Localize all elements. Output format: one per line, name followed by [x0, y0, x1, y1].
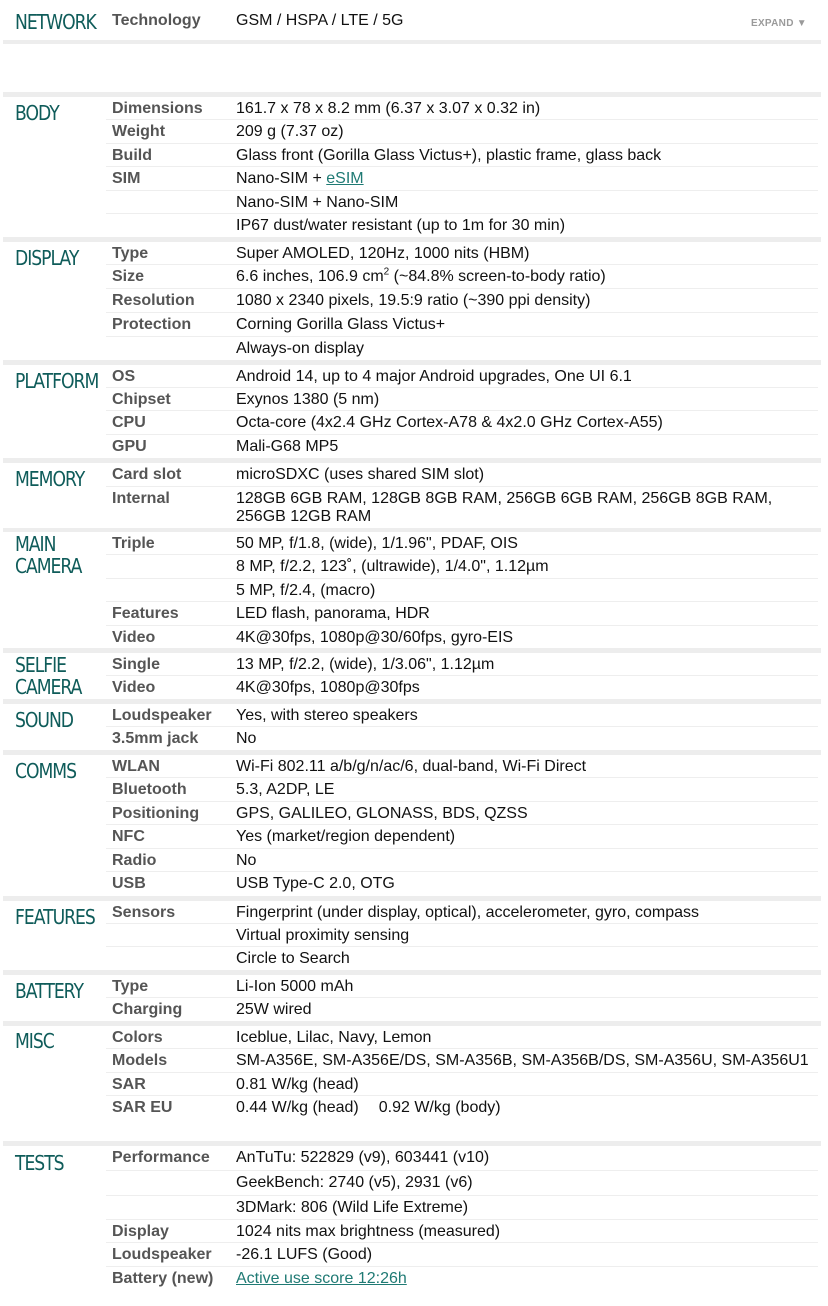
section-title-line2: CAMERA	[15, 554, 82, 578]
spec-label: CPU	[112, 414, 146, 431]
spec-value: Nano-SIM + Nano-SIM	[236, 194, 399, 211]
spec-row	[3, 144, 821, 167]
spec-row	[3, 120, 821, 144]
spec-label: SIM	[112, 170, 141, 187]
spec-row	[3, 802, 821, 825]
spec-row	[3, 388, 821, 411]
spec-value: Virtual proximity sensing	[236, 927, 410, 944]
spec-label: SAR	[112, 1076, 146, 1093]
spec-value	[236, 170, 811, 188]
spec-row	[3, 1220, 821, 1243]
spec-label: Video	[112, 629, 156, 646]
section-title: SOUND	[15, 708, 74, 732]
spec-value: 1024 nits max brightness (measured)	[236, 1223, 501, 1240]
superscript: 2	[383, 266, 390, 278]
spec-row	[3, 463, 821, 487]
spec-value	[236, 1270, 811, 1288]
spec-label: Performance	[112, 1149, 210, 1166]
spec-row	[3, 337, 821, 360]
spec-row	[3, 411, 821, 435]
spec-label: Loudspeaker	[112, 1246, 212, 1263]
size-text: 6.6 inches, 106.9 cm	[236, 268, 384, 285]
spec-row-technology	[3, 9, 821, 40]
spec-value: Iceblue, Lilac, Navy, Lemon	[236, 1029, 432, 1046]
spec-value: 161.7 x 78 x 8.2 mm (6.37 x 3.07 x 0.32 in)	[236, 100, 541, 117]
spec-row	[3, 727, 821, 750]
spec-label: Card slot	[112, 466, 182, 483]
spec-value: Yes, with stereo speakers	[236, 707, 418, 724]
spec-value: Android 14, up to 4 major Android upgrades, One UI 6.1	[236, 368, 632, 385]
spec-row	[3, 313, 821, 337]
spec-label: Triple	[112, 535, 155, 552]
spec-row	[3, 214, 821, 237]
spec-label: Features	[112, 605, 179, 622]
spec-value: GeekBench: 2740 (v5), 2931 (v6)	[236, 1174, 473, 1191]
spec-value: 50 MP, f/1.8, (wide), 1/1.96", PDAF, OIS	[236, 535, 518, 552]
spec-row	[3, 167, 821, 191]
spec-value: 128GB 6GB RAM, 128GB 8GB RAM, 256GB 6GB RAM, 256GB 8GB RAM, 256GB 12GB RAM	[236, 490, 773, 525]
sim-text: Nano-SIM +	[236, 170, 327, 187]
section-body	[3, 97, 821, 237]
spec-value: 4K@30fps, 1080p@30/60fps, gyro-EIS	[236, 629, 514, 646]
spec-value: 4K@30fps, 1080p@30fps	[236, 679, 420, 696]
spec-value	[236, 268, 811, 286]
spec-label: NFC	[112, 828, 145, 845]
spec-value: Li-Ion 5000 mAh	[236, 978, 354, 995]
section-title: DISPLAY	[15, 246, 79, 270]
battery-score-link[interactable]: Active use score 12:26h	[236, 1270, 407, 1287]
spec-row	[3, 555, 821, 579]
spec-label: Internal	[112, 490, 170, 507]
spec-label: Charging	[112, 1001, 183, 1018]
spec-row	[3, 849, 821, 872]
spec-value: Exynos 1380 (5 nm)	[236, 391, 380, 408]
section-selfie-camera	[3, 653, 821, 699]
spec-row	[3, 265, 821, 289]
spec-value: AnTuTu: 522829 (v9), 603441 (v10)	[236, 1149, 490, 1166]
section-sound	[3, 704, 821, 750]
spec-row	[3, 975, 821, 998]
spec-label: Loudspeaker	[112, 707, 212, 724]
spec-row	[3, 998, 821, 1021]
section-main-camera	[3, 532, 821, 648]
spec-row	[3, 1267, 821, 1291]
spec-value: 25W wired	[236, 1001, 312, 1018]
spec-label: Radio	[112, 852, 157, 869]
section-battery	[3, 975, 821, 1021]
spec-label: SAR EU	[112, 1099, 173, 1116]
spec-label: Type	[112, 245, 149, 262]
spec-label: Positioning	[112, 805, 200, 822]
spec-row	[3, 602, 821, 626]
spec-row	[3, 579, 821, 602]
spec-row	[3, 676, 821, 699]
size-text-after: (~84.8% screen-to-body ratio)	[389, 268, 606, 285]
esim-link[interactable]: eSIM	[326, 170, 364, 187]
spec-label: Colors	[112, 1029, 163, 1046]
spec-value: 0.81 W/kg (head)	[236, 1076, 359, 1093]
section-display	[3, 242, 821, 360]
spec-label: Resolution	[112, 292, 195, 309]
spec-row	[3, 242, 821, 265]
spec-value: Circle to Search	[236, 950, 350, 967]
section-misc	[3, 1026, 821, 1141]
spec-value: GPS, GALILEO, GLONASS, BDS, QZSS	[236, 805, 528, 822]
sar-eu-body: 0.92 W/kg (body)	[378, 1099, 501, 1116]
spec-value: Octa-core (4x2.4 GHz Cortex-A78 & 4x2.0 GHz Cortex-A55)	[236, 414, 663, 431]
spec-label: Display	[112, 1223, 169, 1240]
spec-value: LED flash, panorama, HDR	[236, 605, 430, 622]
spec-row	[3, 924, 821, 947]
spec-value: IP67 dust/water resistant (up to 1m for 30 min)	[236, 217, 566, 234]
spec-row	[3, 1243, 821, 1267]
spec-row	[3, 825, 821, 849]
spec-row	[3, 1073, 821, 1096]
spec-value: Mali-G68 MP5	[236, 438, 339, 455]
spec-value: No	[236, 730, 257, 747]
section-title: MISC	[15, 1029, 54, 1053]
spec-value: 5 MP, f/2.4, (macro)	[236, 582, 376, 599]
spec-row	[3, 1196, 821, 1220]
spec-value: Super AMOLED, 120Hz, 1000 nits (HBM)	[236, 245, 530, 262]
spec-value: -26.1 LUFS (Good)	[236, 1246, 373, 1263]
spec-value: 8 MP, f/2.2, 123˚, (ultrawide), 1/4.0", 1.12µm	[236, 558, 549, 575]
spec-label: OS	[112, 368, 136, 385]
spec-value: GSM / HSPA / LTE / 5G	[236, 12, 404, 29]
spec-label: Weight	[112, 123, 166, 140]
spec-label: Sensors	[112, 904, 176, 921]
section-tests	[3, 1146, 821, 1296]
spec-value: 5.3, A2DP, LE	[236, 781, 335, 798]
spec-row	[3, 289, 821, 313]
spec-row	[3, 755, 821, 778]
spec-label: Build	[112, 147, 152, 164]
spec-label: GPU	[112, 438, 147, 455]
section-memory	[3, 463, 821, 528]
spec-label: Technology	[112, 12, 201, 29]
section-title: FEATURES	[15, 905, 95, 929]
spec-value: Corning Gorilla Glass Victus+	[236, 316, 446, 333]
spec-row	[3, 365, 821, 388]
section-title-line1: MAIN	[15, 532, 56, 556]
spec-label: Bluetooth	[112, 781, 187, 798]
section-title: TESTS	[15, 1151, 64, 1175]
spec-row	[3, 653, 821, 676]
spec-row	[3, 435, 821, 458]
spec-value: No	[236, 852, 257, 869]
spec-value: 3DMark: 806 (Wild Life Extreme)	[236, 1199, 469, 1216]
spec-row	[3, 704, 821, 727]
spec-row	[3, 1096, 821, 1141]
spec-row	[3, 1049, 821, 1073]
spec-value: Yes (market/region dependent)	[236, 828, 456, 845]
spec-row	[3, 1146, 821, 1171]
spec-value: Fingerprint (under display, optical), accelerometer, gyro, compass	[236, 904, 700, 921]
spec-value: USB Type-C 2.0, OTG	[236, 875, 395, 892]
spec-value	[236, 1099, 811, 1117]
section-title: COMMS	[15, 759, 76, 783]
spec-row	[3, 872, 821, 896]
section-platform	[3, 365, 821, 458]
spec-row	[3, 532, 821, 555]
spec-label: Type	[112, 978, 149, 995]
spec-value: microSDXC (uses shared SIM slot)	[236, 466, 485, 483]
spec-row	[3, 947, 821, 970]
spec-label: Battery (new)	[112, 1270, 214, 1287]
spec-value: 209 g (7.37 oz)	[236, 123, 344, 140]
spec-row	[3, 626, 821, 648]
spec-label: Models	[112, 1052, 168, 1069]
spec-label: Protection	[112, 316, 192, 333]
section-features	[3, 901, 821, 970]
section-title-line1: SELFIE	[15, 653, 67, 677]
spec-row	[3, 901, 821, 924]
spec-label: WLAN	[112, 758, 160, 775]
spec-value: 13 MP, f/2.2, (wide), 1/3.06", 1.12µm	[236, 656, 495, 673]
section-title-line2: CAMERA	[15, 675, 82, 699]
spec-label: Single	[112, 656, 161, 673]
section-title: NETWORK	[15, 10, 96, 34]
spec-value: Glass front (Gorilla Glass Victus+), plastic frame, glass back	[236, 147, 662, 164]
section-title: BATTERY	[15, 979, 83, 1003]
spec-label: Video	[112, 679, 156, 696]
spec-row	[3, 778, 821, 802]
spec-row	[3, 191, 821, 214]
sar-eu-head: 0.44 W/kg (head)	[236, 1099, 359, 1116]
spec-row	[3, 97, 821, 120]
spec-value: SM-A356E, SM-A356E/DS, SM-A356B, SM-A356B/DS, SM-A356U, SM-A356U1	[236, 1052, 809, 1069]
spec-value: 1080 x 2340 pixels, 19.5:9 ratio (~390 ppi density)	[236, 292, 591, 309]
spec-label: 3.5mm jack	[112, 730, 199, 747]
spec-row	[3, 487, 821, 528]
spec-label: Chipset	[112, 391, 171, 408]
section-comms	[3, 755, 821, 896]
network-expanded-area	[3, 44, 821, 92]
spec-row	[3, 1026, 821, 1049]
section-title: PLATFORM	[15, 369, 99, 393]
spec-value: Always-on display	[236, 340, 365, 357]
section-network	[3, 0, 821, 40]
expand-button[interactable]: EXPAND ▼	[750, 18, 807, 29]
spec-label: Size	[112, 268, 145, 285]
spec-label: Dimensions	[112, 100, 203, 117]
section-title: BODY	[15, 101, 59, 125]
spec-label: USB	[112, 875, 146, 892]
spec-value: Wi-Fi 802.11 a/b/g/n/ac/6, dual-band, Wi-Fi Direct	[236, 758, 587, 775]
section-title: MEMORY	[15, 467, 85, 491]
spec-row	[3, 1171, 821, 1196]
